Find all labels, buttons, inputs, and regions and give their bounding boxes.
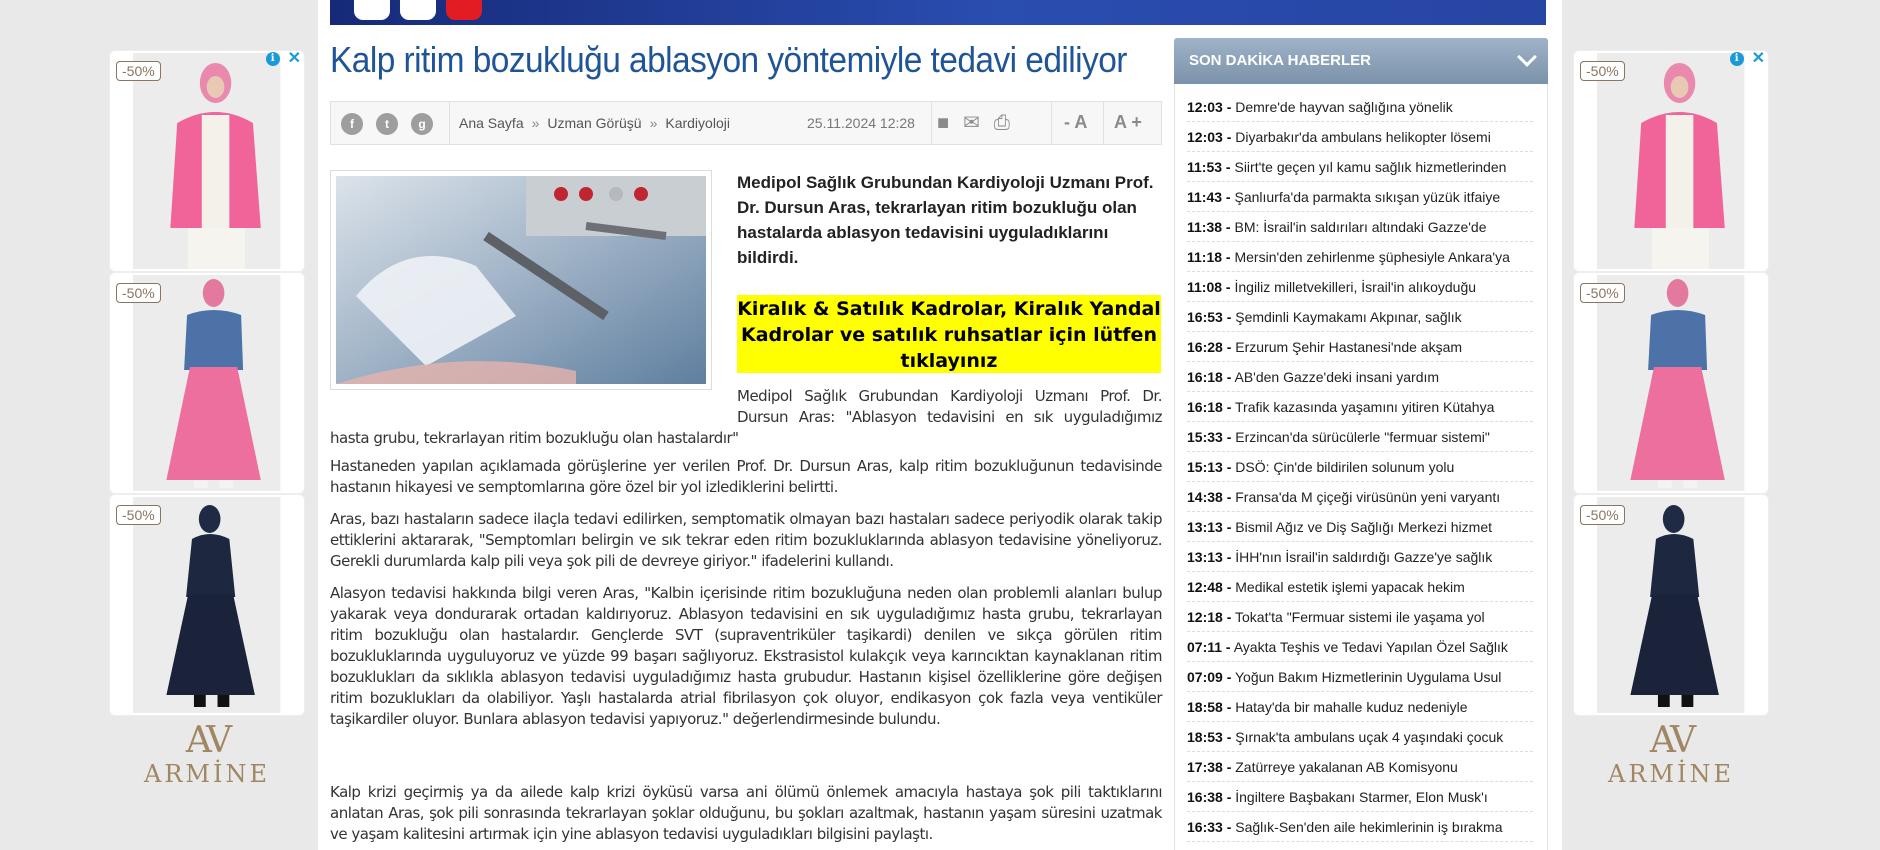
header-social-icon[interactable]: [446, 0, 482, 20]
ad-product-card[interactable]: [109, 50, 305, 272]
print-icon[interactable]: ⎙: [993, 112, 1010, 134]
article-paragraph: Alasyon tedavisi hakkında bilgi veren Aras, "Kalbin içerisinde ritim bozukluğuna neden olan problemli alanları bulup yakarak veya dondurarak ortadan kaldırıyoruz. Ablasyon tedavisini en sık uyguladığımız hasta grubu, tekrarlayan ritim bozukluğu olan hastalardır. Gençlerde SVT (supraventriküler taşikardi) denilen ve sıkça görülen ritim bozukluklarında uyguluyoruz ve yüzde 99 başarı sağlıyoruz. Ekstrasistol kulakçık veya karıncıktan kaynaklanan ritim bozuklukları da sıklıkla ablasyon tedavisi uyguladığımız hasta grubudur. Hastanın kişisel özelliklerine göre değişen ritim bozuklukları da olabiliyor. Yaşlı hastalarda atrial fibrilasyon çok oluyor, endikasyon çok fazla veya ventiküler taşikardiler oluyor. Bunlara ablasyon tedavisi yapıyoruz." değerlendirmesinde bulundu.: [330, 584, 1162, 728]
news-item[interactable]: [1187, 332, 1533, 362]
news-headline[interactable]: Trafik kazasında yaşamını yitiren Kütahya: [1235, 399, 1495, 415]
news-time: 12:48 -: [1187, 579, 1232, 595]
news-time: 16:18 -: [1187, 369, 1232, 385]
article-paragraph: Aras, bazı hastaların sadece ilaçla tedavi edilirken, semptomatik olmayan bazı hastaları sadece periyodik olarak takip ettiklerini aktararak, "Semptomları belirgin ve sık tekrar eden ritim bozukluklarında ablasyon tedavisine yöneliyoruz. Gerekli durumlarda kalp pili veya şok pili de devreye giriyor." ifadelerini kullandı.: [330, 510, 1162, 570]
news-item[interactable]: [1187, 422, 1533, 452]
news-item[interactable]: [1187, 452, 1533, 482]
brand-monogram: AV: [1649, 720, 1693, 761]
ad-controls: [1730, 52, 1765, 66]
right-ad-banner[interactable]: [1573, 50, 1769, 800]
ad-close-icon[interactable]: ✕: [1751, 50, 1765, 67]
news-item[interactable]: [1187, 662, 1533, 692]
google-plus-icon[interactable]: g: [411, 113, 433, 135]
ad-product-card[interactable]: [109, 272, 305, 494]
news-headline[interactable]: Erzurum Şehir Hastanesi'nde akşam: [1235, 339, 1463, 355]
ad-controls: [266, 52, 301, 66]
news-headline[interactable]: AB'den Gazze'deki insani yardım: [1234, 369, 1440, 385]
news-time: 07:09 -: [1187, 669, 1232, 685]
news-time: 16:18 -: [1187, 399, 1232, 415]
news-headline[interactable]: İngiltere Başbakanı Starmer, Elon Musk'ı: [1235, 789, 1488, 805]
product-photo-navy-dress: [1597, 497, 1744, 713]
news-headline[interactable]: Demre'de hayvan sağlığına yönelik: [1235, 99, 1453, 115]
news-time: 18:53 -: [1187, 729, 1232, 745]
news-time: 11:18 -: [1187, 249, 1231, 265]
discount-badge: -50%: [116, 283, 161, 303]
ad-product-card[interactable]: [1573, 494, 1769, 716]
breaking-news-header[interactable]: [1174, 38, 1548, 84]
news-item[interactable]: [1187, 692, 1533, 722]
breaking-news-title: SON DAKİKA HABERLER: [1189, 52, 1371, 69]
ad-product-card[interactable]: [1573, 50, 1769, 272]
news-time: 14:38 -: [1187, 489, 1232, 505]
news-headline[interactable]: DSÖ: Çin'de bildirilen solunum yolu: [1235, 459, 1455, 475]
news-time: 15:33 -: [1187, 429, 1232, 445]
brand-wordmark: ARMİNE: [1608, 760, 1734, 788]
news-item[interactable]: [1187, 602, 1533, 632]
news-time: 16:33 -: [1187, 819, 1232, 835]
news-item[interactable]: [1187, 272, 1533, 302]
news-item[interactable]: [1187, 542, 1533, 572]
article-paragraph: Hastaneden yapılan açıklamada görüşlerine yer verilen Prof. Dr. Dursun Aras, kalp ritim bozukluğunun tedavisinde hastanın hikayesi ve semptomlarına göre özel bir yol izlediklerini belirtti.: [330, 457, 1162, 496]
news-item[interactable]: [1187, 752, 1533, 782]
site-header-bar: [330, 0, 1546, 25]
news-item[interactable]: [1187, 182, 1533, 212]
article-tools: [937, 111, 1010, 135]
news-time: 11:43 -: [1187, 189, 1231, 205]
breadcrumb-home[interactable]: Ana Sayfa: [459, 115, 524, 131]
discount-badge: -50%: [1580, 61, 1625, 81]
news-item[interactable]: [1187, 122, 1533, 152]
news-headline[interactable]: Erzincan'da sürücülerle "fermuar sistemi": [1235, 429, 1490, 445]
news-list-container: [1174, 84, 1548, 850]
breaking-news-panel: [1174, 38, 1548, 850]
news-item[interactable]: [1187, 362, 1533, 392]
news-item[interactable]: [1187, 632, 1533, 662]
news-item[interactable]: [1187, 812, 1533, 842]
facebook-icon[interactable]: f: [341, 113, 363, 135]
news-headline[interactable]: Siirt'te geçen yıl kamu sağlık hizmetlerinden: [1234, 159, 1507, 175]
brand-logo[interactable]: [1573, 722, 1769, 788]
ad-close-icon[interactable]: ✕: [287, 50, 301, 67]
news-item[interactable]: [1187, 512, 1533, 542]
share-buttons: [341, 113, 433, 135]
article-paragraph: [330, 386, 1162, 449]
news-time: 16:38 -: [1187, 789, 1232, 805]
news-time: 15:13 -: [1187, 459, 1232, 475]
breadcrumb: [459, 115, 730, 131]
article-image: [330, 170, 712, 390]
news-time: 11:08 -: [1187, 279, 1231, 295]
toolbar-divider: [1103, 102, 1104, 144]
article-lead: Medipol Sağlık Grubundan Kardiyoloji Uzmanı Prof. Dr. Dursun Aras, tekrarlayan ritim bozukluğu olan hastalarda ablasyon tedavisini uyguladıklarını bildirdi.: [737, 173, 1154, 267]
discount-badge: -50%: [116, 61, 161, 81]
news-headline[interactable]: Ayakta Teşhis ve Tedavi Yapılan Özel Sağlık: [1233, 639, 1508, 655]
ad-product-card[interactable]: [1573, 272, 1769, 494]
news-item[interactable]: [1187, 782, 1533, 812]
ad-product-card[interactable]: [109, 494, 305, 716]
news-headline[interactable]: Zatürreye yakalanan AB Komisyonu: [1235, 759, 1458, 775]
promo-banner-link[interactable]: Kiralık & Satılık Kadrolar, Kiralık Yandal Kadrolar ve satılık ruhsatlar için lütfen tıklayınız: [737, 295, 1161, 373]
news-headline[interactable]: Hatay'da bir mahalle kuduz nedeniyle: [1235, 699, 1468, 715]
news-headline[interactable]: Şemdinli Kaymakamı Akpınar, sağlık: [1235, 309, 1462, 325]
news-headline[interactable]: İngiliz milletvekilleri, İsrail'in alıkoyduğu: [1234, 279, 1477, 295]
ad-info-icon[interactable]: i: [266, 52, 280, 66]
news-headline[interactable]: Şırnak'ta ambulans uçak 4 yaşındaki çocuk: [1235, 729, 1504, 745]
article-toolbar: [330, 101, 1162, 145]
toolbar-divider: [449, 102, 450, 144]
news-headline[interactable]: Sağlık-Sen'den aile hekimlerinin iş bırakma: [1235, 819, 1503, 835]
product-photo-denim-jacket: [1597, 275, 1744, 491]
float-spacer: [330, 386, 737, 426]
news-time: 11:38 -: [1187, 219, 1231, 235]
news-list: [1187, 92, 1533, 842]
news-item[interactable]: [1187, 212, 1533, 242]
header-social-icon[interactable]: [400, 0, 436, 20]
news-item[interactable]: [1187, 242, 1533, 272]
main-content: [318, 0, 1562, 850]
product-photo-pink-jacket: [133, 53, 280, 269]
toolbar-divider: [931, 102, 932, 144]
news-headline[interactable]: Tokat'ta "Fermuar sistemi ile yaşama yol: [1235, 609, 1485, 625]
news-headline[interactable]: Mersin'den zehirlenme şüphesiyle Ankara'ya: [1234, 249, 1510, 265]
news-headline[interactable]: BM: İsrail'in saldırıları altındaki Gazze'de: [1234, 219, 1487, 235]
article-paragraph: Kalp krizi geçirmiş ya da ailede kalp krizi öyküsü varsa ani ölümü önlemek amacıyla hastaya şok pili taktıklarını anlatan Aras, şok pili sonrasında tekrarlayan şoklar olduğunu, bu şokları azaltmak, hastanın yaşam süresini uzatmak ve yaşam kalitesini artırmak için yine ablasyon tedavisi uyguladıkları bilgisini paylaştı.: [330, 783, 1162, 843]
brand-logo[interactable]: [109, 722, 305, 788]
comment-icon[interactable]: ■: [937, 112, 950, 134]
news-item[interactable]: [1187, 92, 1533, 122]
font-increase-button[interactable]: A +: [1114, 112, 1142, 132]
article: [330, 36, 1162, 843]
discount-badge: -50%: [116, 505, 161, 525]
product-photo-navy-dress: [133, 497, 280, 713]
news-time: 11:53 -: [1187, 159, 1231, 175]
email-icon[interactable]: ✉: [963, 112, 980, 134]
discount-badge: -50%: [1580, 283, 1625, 303]
news-item[interactable]: [1187, 152, 1533, 182]
paragraph-text: Medipol Sağlık Grubundan Kardiyoloji Uzmanı Prof. Dr. Dursun Aras: "Ablasyon tedavisini en sık uyguladığımız hasta grubu, tekrarlayan ritim bozukluğu olan hastalardır": [330, 387, 1162, 447]
breadcrumb-separator: »: [649, 115, 658, 131]
news-time: 12:03 -: [1187, 129, 1232, 145]
news-headline[interactable]: Medikal estetik işlemi yapacak hekim: [1235, 579, 1465, 595]
news-headline[interactable]: Fransa'da M çiçeği virüsünün yeni varyantı: [1235, 489, 1501, 505]
news-headline[interactable]: Şanlıurfa'da parmakta sıkışan yüzük itfaiye: [1234, 189, 1501, 205]
toolbar-divider: [1051, 102, 1052, 144]
breadcrumb-uzman-gorusu[interactable]: Uzman Görüşü: [547, 115, 642, 131]
news-time: 13:13 -: [1187, 549, 1232, 565]
news-headline[interactable]: Diyarbakır'da ambulans helikopter lösemi: [1235, 129, 1491, 145]
product-photo-denim-jacket: [133, 275, 280, 491]
news-item[interactable]: [1187, 482, 1533, 512]
news-item[interactable]: [1187, 302, 1533, 332]
breadcrumb-separator: »: [531, 115, 540, 131]
news-time: 16:28 -: [1187, 339, 1232, 355]
news-time: 16:53 -: [1187, 309, 1232, 325]
news-time: 13:13 -: [1187, 519, 1232, 535]
news-headline[interactable]: Yoğun Bakım Hizmetlerinin Uygulama Usul: [1235, 669, 1502, 685]
news-item[interactable]: [1187, 392, 1533, 422]
news-time: 12:03 -: [1187, 99, 1232, 115]
ad-info-icon[interactable]: i: [1730, 52, 1744, 66]
news-item[interactable]: [1187, 572, 1533, 602]
article-title: Kalp ritim bozukluğu ablasyon yöntemiyle tedavi ediliyor: [330, 39, 1127, 80]
twitter-icon[interactable]: t: [376, 113, 398, 135]
brand-monogram: AV: [185, 720, 229, 761]
discount-badge: -50%: [1580, 505, 1625, 525]
surgery-photo: [336, 176, 706, 384]
brand-wordmark: ARMİNE: [144, 760, 270, 788]
chevron-down-icon[interactable]: [1517, 47, 1537, 67]
publish-date: 25.11.2024 12:28: [807, 115, 915, 131]
product-photo-pink-jacket: [1597, 53, 1744, 269]
breadcrumb-kardiyoloji[interactable]: Kardiyoloji: [665, 115, 730, 131]
header-social-icon[interactable]: [354, 0, 390, 20]
left-ad-banner[interactable]: [109, 50, 305, 800]
news-headline[interactable]: Bismil Ağız ve Diş Sağlığı Merkezi hizmet: [1235, 519, 1492, 535]
font-decrease-button[interactable]: - A: [1064, 112, 1088, 132]
news-item[interactable]: [1187, 722, 1533, 752]
news-time: 18:58 -: [1187, 699, 1232, 715]
news-headline[interactable]: İHH'nın İsrail'in saldırdığı Gazze'ye sağlık: [1235, 549, 1493, 565]
news-time: 17:38 -: [1187, 759, 1232, 775]
news-time: 07:11 -: [1187, 639, 1231, 655]
news-time: 12:18 -: [1187, 609, 1232, 625]
